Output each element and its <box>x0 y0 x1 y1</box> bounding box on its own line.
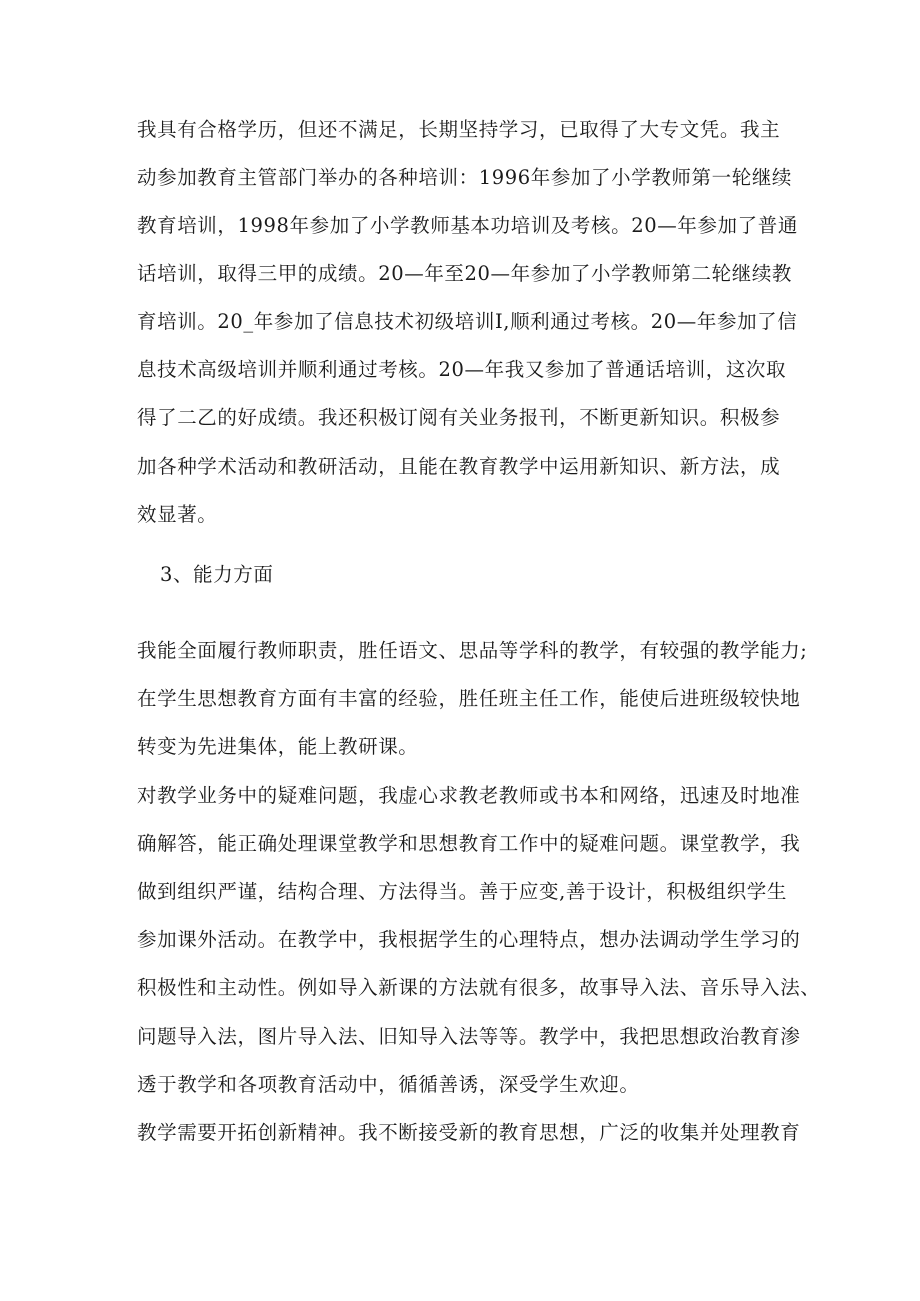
paragraph-1-line-7: 得了二乙的好成绩。我还积极订阅有关业务报刊，不断更新知识。积极参 <box>137 406 781 429</box>
paragraph-1-line-3: 教育培训，1998年参加了小学教师基本功培训及考核。20—年参加了普通 <box>137 214 798 237</box>
section-heading: 3、能力方面 <box>160 563 274 586</box>
paragraph-3-line-5: 积极性和主动性。例如导入新课的方法就有很多，故事导入法、音乐导入法、 <box>137 976 821 999</box>
paragraph-3-line-3: 做到组织严谨，结构合理、方法得当。善于应变,善于设计，积极组织学生 <box>137 880 787 903</box>
paragraph-2-line-3: 转变为先进集体，能上教研课。 <box>137 735 419 758</box>
paragraph-3-line-4: 参加课外活动。在教学中，我根据学生的心理特点，想办法调动学生学习的 <box>137 928 801 951</box>
paragraph-1-line-9: 效显著。 <box>137 503 218 526</box>
paragraph-3-line-1: 对教学业务中的疑难问题，我虚心求教老教师或书本和网络，迅速及时地准 <box>137 784 801 807</box>
paragraph-3-line-7: 透于教学和各项教育活动中，循循善诱，深受学生欢迎。 <box>137 1073 640 1096</box>
paragraph-1-line-4: 话培训，取得三甲的成绩。20—年至20—年参加了小学教师第二轮继续教 <box>137 262 793 285</box>
paragraph-4-line-1: 教学需要开拓创新精神。我不断接受新的教育思想，广泛的收集并处理教育 <box>137 1121 801 1144</box>
paragraph-2-line-2: 在学生思想教育方面有丰富的经验，胜任班主任工作，能使后进班级较快地 <box>137 687 801 710</box>
paragraph-1-line-5: 育培训。20_年参加了信息技术初级培训I,顺利通过考核。20—年参加了信 <box>137 310 798 333</box>
paragraph-2-line-1: 我能全面履行教师职责，胜任语文、思品等学科的教学，有较强的教学能力; <box>137 639 808 662</box>
paragraph-1-line-6: 息技术高级培训并顺利通过考核。20—年我又参加了普通话培训，这次取 <box>137 358 787 381</box>
paragraph-3-line-2: 确解答，能正确处理课堂教学和思想教育工作中的疑难问题。课堂教学，我 <box>137 832 801 855</box>
paragraph-1-line-8: 加各种学术活动和教研活动，且能在教育教学中运用新知识、新方法，成 <box>137 455 781 478</box>
paragraph-1-line-2: 动参加教育主管部门举办的各种培训：1996年参加了小学教师第一轮继续 <box>137 166 793 189</box>
paragraph-3-line-6: 问题导入法，图片导入法、旧知导入法等等。教学中，我把思想政治教育渗 <box>137 1025 801 1048</box>
paragraph-1-line-1: 我具有合格学历，但还不满足，长期坚持学习，已取得了大专文凭。我主 <box>137 118 781 141</box>
